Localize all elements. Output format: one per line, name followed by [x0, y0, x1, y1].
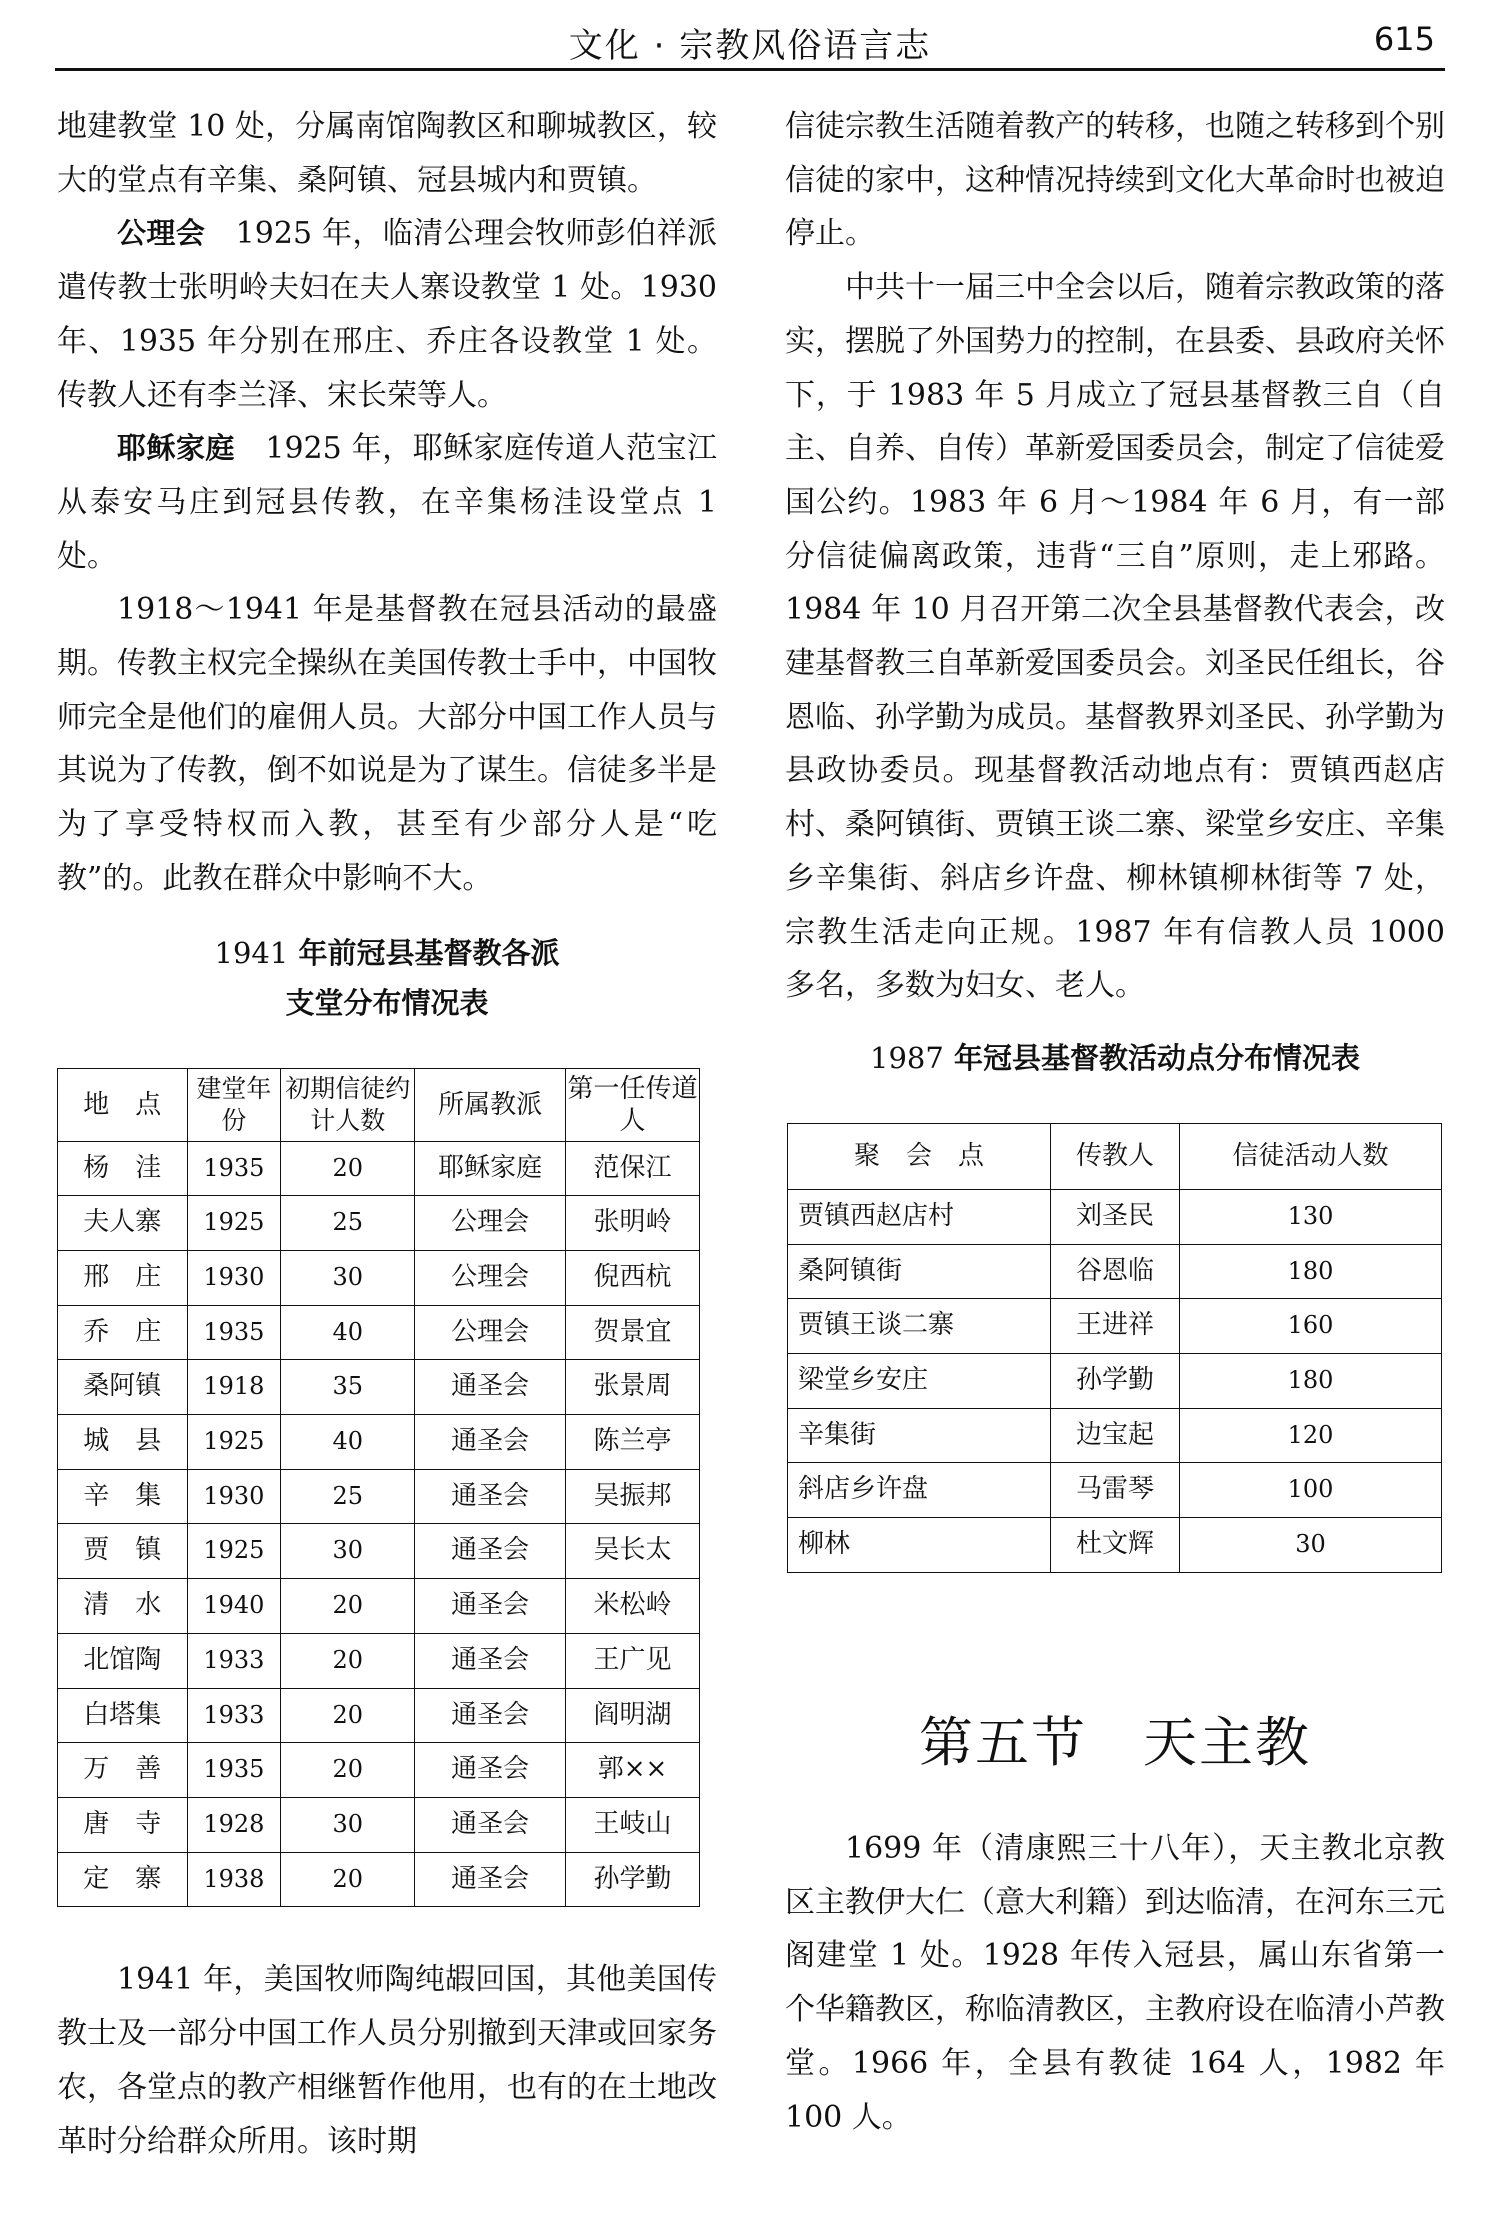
table-cell: 郭××	[565, 1743, 699, 1798]
paragraph: 1699 年（清康熙三十八年），天主教北京教区主教伊大仁（意大利籍）到达临清，在河东三元阁建堂 1 处。1928 年传入冠县，属山东省第一个华籍教区，称临清教区，主教府设在临清小芦教堂。1966 年，全县有教徒 164 人，1982 年 100 人。	[785, 1831, 1445, 2135]
table-cell: 马雷琴	[1051, 1463, 1180, 1518]
table-cell: 公理会	[415, 1305, 566, 1360]
table-cell: 20	[281, 1743, 415, 1798]
table-cell: 20	[281, 1141, 415, 1196]
table-cell: 1938	[187, 1852, 281, 1907]
table-cell: 35	[281, 1360, 415, 1415]
table-cell: 梁堂乡安庄	[788, 1354, 1051, 1409]
table-cell: 1935	[187, 1141, 281, 1196]
table-row	[788, 1244, 1442, 1299]
caption-year: 1987	[870, 1040, 944, 1075]
table-cell: 白塔集	[58, 1688, 188, 1743]
table-cell: 王进祥	[1051, 1299, 1180, 1354]
activity-sites-table	[787, 1123, 1442, 1573]
table-cell: 张明岭	[565, 1196, 699, 1251]
table-cell: 160	[1180, 1299, 1442, 1354]
table-cell: 范保江	[565, 1141, 699, 1196]
table-header: 所属教派	[415, 1068, 566, 1141]
table-cell: 贾 镇	[58, 1524, 188, 1579]
table-cell: 1918	[187, 1360, 281, 1415]
table-cell: 定 寨	[58, 1852, 188, 1907]
table-caption	[57, 928, 717, 1028]
church-distribution-table	[57, 1068, 700, 1908]
section-title: 第五节 天主教	[919, 1711, 1311, 1774]
table-cell: 夫人寨	[58, 1196, 188, 1251]
table-cell: 孙学勤	[565, 1852, 699, 1907]
table-cell: 柳林	[788, 1518, 1051, 1573]
left-column	[57, 100, 717, 2168]
table-cell: 20	[281, 1852, 415, 1907]
table-cell: 1933	[187, 1633, 281, 1688]
paragraph	[57, 422, 717, 583]
table-header: 地 点	[58, 1068, 188, 1141]
table-cell: 贾镇西赵店村	[788, 1189, 1051, 1244]
table-cell: 40	[281, 1415, 415, 1470]
right-column-lower	[785, 1822, 1445, 2144]
table-cell: 谷恩临	[1051, 1244, 1180, 1299]
table-cell: 唐 寺	[58, 1797, 188, 1852]
table-cell: 杜文辉	[1051, 1518, 1180, 1573]
paragraph: 1918～1941 年是基督教在冠县活动的最盛期。传教主权完全操纵在美国传教士手中，中国牧师完全是他们的雇佣人员。大部分中国工作人员与其说为了传教，倒不如说是为了谋生。信徒多半是为了享受特权而入教，甚至有少部分人是“吃教”的。此教在群众中影响不大。	[57, 592, 717, 896]
table-row	[788, 1299, 1442, 1354]
table-cell: 邢 庄	[58, 1250, 188, 1305]
table-header: 第一任传道人	[565, 1068, 699, 1141]
table-row	[58, 1141, 700, 1196]
table-cell: 通圣会	[415, 1743, 566, 1798]
paragraph	[57, 207, 717, 422]
table-row	[58, 1743, 700, 1798]
table-row	[58, 1688, 700, 1743]
table-cell: 180	[1180, 1244, 1442, 1299]
caption-year: 1941	[214, 935, 289, 970]
table-cell: 乔 庄	[58, 1305, 188, 1360]
table-header: 初期信徒约计人数	[281, 1068, 415, 1141]
table-cell: 陈兰亭	[565, 1415, 699, 1470]
table-cell: 20	[281, 1688, 415, 1743]
table-cell: 倪西杭	[565, 1250, 699, 1305]
paragraph: 信徒宗教生活随着教产的转移，也随之转移到个别信徒的家中，这种情况持续到文化大革命时也被迫停止。	[785, 109, 1445, 252]
table-cell: 吴长太	[565, 1524, 699, 1579]
table-row	[58, 1469, 700, 1524]
table-cell: 米松岭	[565, 1579, 699, 1634]
table-row	[58, 1579, 700, 1634]
table-cell: 30	[281, 1250, 415, 1305]
table-cell: 公理会	[415, 1196, 566, 1251]
table-cell: 阎明湖	[565, 1688, 699, 1743]
table-row	[58, 1196, 700, 1251]
table-cell: 通圣会	[415, 1469, 566, 1524]
table-cell: 100	[1180, 1463, 1442, 1518]
table-cell: 刘圣民	[1051, 1189, 1180, 1244]
table-cell: 1933	[187, 1688, 281, 1743]
table-header: 聚 会 点	[788, 1123, 1051, 1189]
table-cell: 120	[1180, 1408, 1442, 1463]
table-cell: 通圣会	[415, 1415, 566, 1470]
table-cell: 公理会	[415, 1250, 566, 1305]
table-row	[58, 1360, 700, 1415]
paragraph: 地建教堂 10 处，分属南馆陶教区和聊城教区，较大的堂点有辛集、桑阿镇、冠县城内和贾镇。	[57, 109, 717, 198]
table-row	[788, 1463, 1442, 1518]
table-cell: 25	[281, 1469, 415, 1524]
table-cell: 吴振邦	[565, 1469, 699, 1524]
table-cell: 王岐山	[565, 1797, 699, 1852]
table-cell: 通圣会	[415, 1524, 566, 1579]
table-cell: 1925	[187, 1415, 281, 1470]
paragraph-body: 1925 年，耶稣家庭传道人范宝江从泰安马庄到冠县传教，在辛集杨洼设堂点 1 处。	[57, 431, 717, 574]
paragraph-heading: 公理会	[117, 216, 206, 251]
table-cell: 清 水	[58, 1579, 188, 1634]
table-cell: 30	[1180, 1518, 1442, 1573]
table-cell: 通圣会	[415, 1688, 566, 1743]
paragraph-heading: 耶稣家庭	[117, 431, 235, 466]
table-cell: 180	[1180, 1354, 1442, 1409]
table-row	[58, 1524, 700, 1579]
paragraph: 中共十一届三中全会以后，随着宗教政策的落实，摆脱了外国势力的控制，在县委、县政府关怀下，于 1983 年 5 月成立了冠县基督教三自（自主、自养、自传）革新爱国委员会，制定了信徒爱国公约。1983 年 6 月～1984 年 6 月，有一部分信徒偏离政策，违背“三自”原则，走上邪路。1984 年 10 月召开第二次全县基督教代表会，改建基督教三自革新爱国委员会。刘圣民任组长，谷恩临、孙学勤为成员。基督教界刘圣民、孙学勤为县政协委员。现基督教活动地点有：贾镇西赵店村、桑阿镇街、贾镇王谈二寨、梁堂乡安庄、辛集乡辛集街、斜店乡许盘、柳林镇柳林街等 7 处，宗教生活走向正规。1987 年有信教人员 1000 多名，多数为妇女、老人。	[785, 270, 1445, 1004]
running-title: 文化 · 宗教风俗语言志	[568, 26, 932, 66]
table-row	[788, 1189, 1442, 1244]
table-cell: 桑阿镇	[58, 1360, 188, 1415]
caption-text: 年冠县基督教活动点分布情况表	[943, 1040, 1360, 1075]
table-cell: 1928	[187, 1797, 281, 1852]
table-caption	[785, 1033, 1445, 1083]
table-cell: 城 县	[58, 1415, 188, 1470]
table-row	[788, 1408, 1442, 1463]
table-cell: 通圣会	[415, 1579, 566, 1634]
paragraph-body: 1925 年，临清公理会牧师彭伯祥派遣传教士张明岭夫妇在夫人寨设教堂 1 处。1930 年、1935 年分别在邢庄、乔庄各设教堂 1 处。传教人还有李兰泽、宋长荣等人。	[57, 216, 717, 413]
table-cell: 通圣会	[415, 1633, 566, 1688]
table-cell: 杨 洼	[58, 1141, 188, 1196]
table-row	[58, 1633, 700, 1688]
table-cell: 通圣会	[415, 1360, 566, 1415]
table-cell: 1930	[187, 1250, 281, 1305]
table-cell: 王广见	[565, 1633, 699, 1688]
table-cell: 30	[281, 1524, 415, 1579]
table-cell: 20	[281, 1633, 415, 1688]
table-cell: 斜店乡许盘	[788, 1463, 1051, 1518]
table-cell: 北馆陶	[58, 1633, 188, 1688]
table-row	[58, 1415, 700, 1470]
table-cell: 贾镇王谈二寨	[788, 1299, 1051, 1354]
table-row	[788, 1354, 1442, 1409]
page-header	[55, 8, 1445, 70]
table-cell: 边宝起	[1051, 1408, 1180, 1463]
table-row	[58, 1305, 700, 1360]
table-cell: 1935	[187, 1305, 281, 1360]
table-cell: 耶稣家庭	[415, 1141, 566, 1196]
table-cell: 通圣会	[415, 1797, 566, 1852]
table-cell: 辛集街	[788, 1408, 1051, 1463]
table-cell: 1940	[187, 1579, 281, 1634]
table-cell: 40	[281, 1305, 415, 1360]
table-row	[788, 1518, 1442, 1573]
table-cell: 20	[281, 1579, 415, 1634]
table-cell: 1935	[187, 1743, 281, 1798]
table-cell: 1925	[187, 1524, 281, 1579]
table-cell: 辛 集	[58, 1469, 188, 1524]
table-row	[58, 1797, 700, 1852]
table-header: 建堂年份	[187, 1068, 281, 1141]
table-cell: 贺景宜	[565, 1305, 699, 1360]
caption-text: 年前冠县基督教各派	[288, 935, 560, 970]
table-cell: 孙学勤	[1051, 1354, 1180, 1409]
caption-text: 支堂分布情况表	[285, 985, 489, 1020]
table-cell: 130	[1180, 1189, 1442, 1244]
paragraph: 1941 年，美国牧师陶纯嘏回国，其他美国传教士及一部分中国工作人员分别撤到天津或回家务农，各堂点的教产相继暂作他用，也有的在土地改革时分给群众所用。该时期	[57, 1962, 717, 2159]
table-cell: 万 善	[58, 1743, 188, 1798]
table-cell: 通圣会	[415, 1852, 566, 1907]
right-column	[785, 100, 1445, 1573]
page-number: 615	[1373, 20, 1435, 58]
table-header: 信徒活动人数	[1180, 1123, 1442, 1189]
table-cell: 1925	[187, 1196, 281, 1251]
table-row	[58, 1852, 700, 1907]
table-cell: 30	[281, 1797, 415, 1852]
table-cell: 25	[281, 1196, 415, 1251]
table-cell: 1930	[187, 1469, 281, 1524]
header-rule	[55, 68, 1445, 71]
table-cell: 张景周	[565, 1360, 699, 1415]
table-header: 传教人	[1051, 1123, 1180, 1189]
table-row	[58, 1250, 700, 1305]
table-cell: 桑阿镇街	[788, 1244, 1051, 1299]
